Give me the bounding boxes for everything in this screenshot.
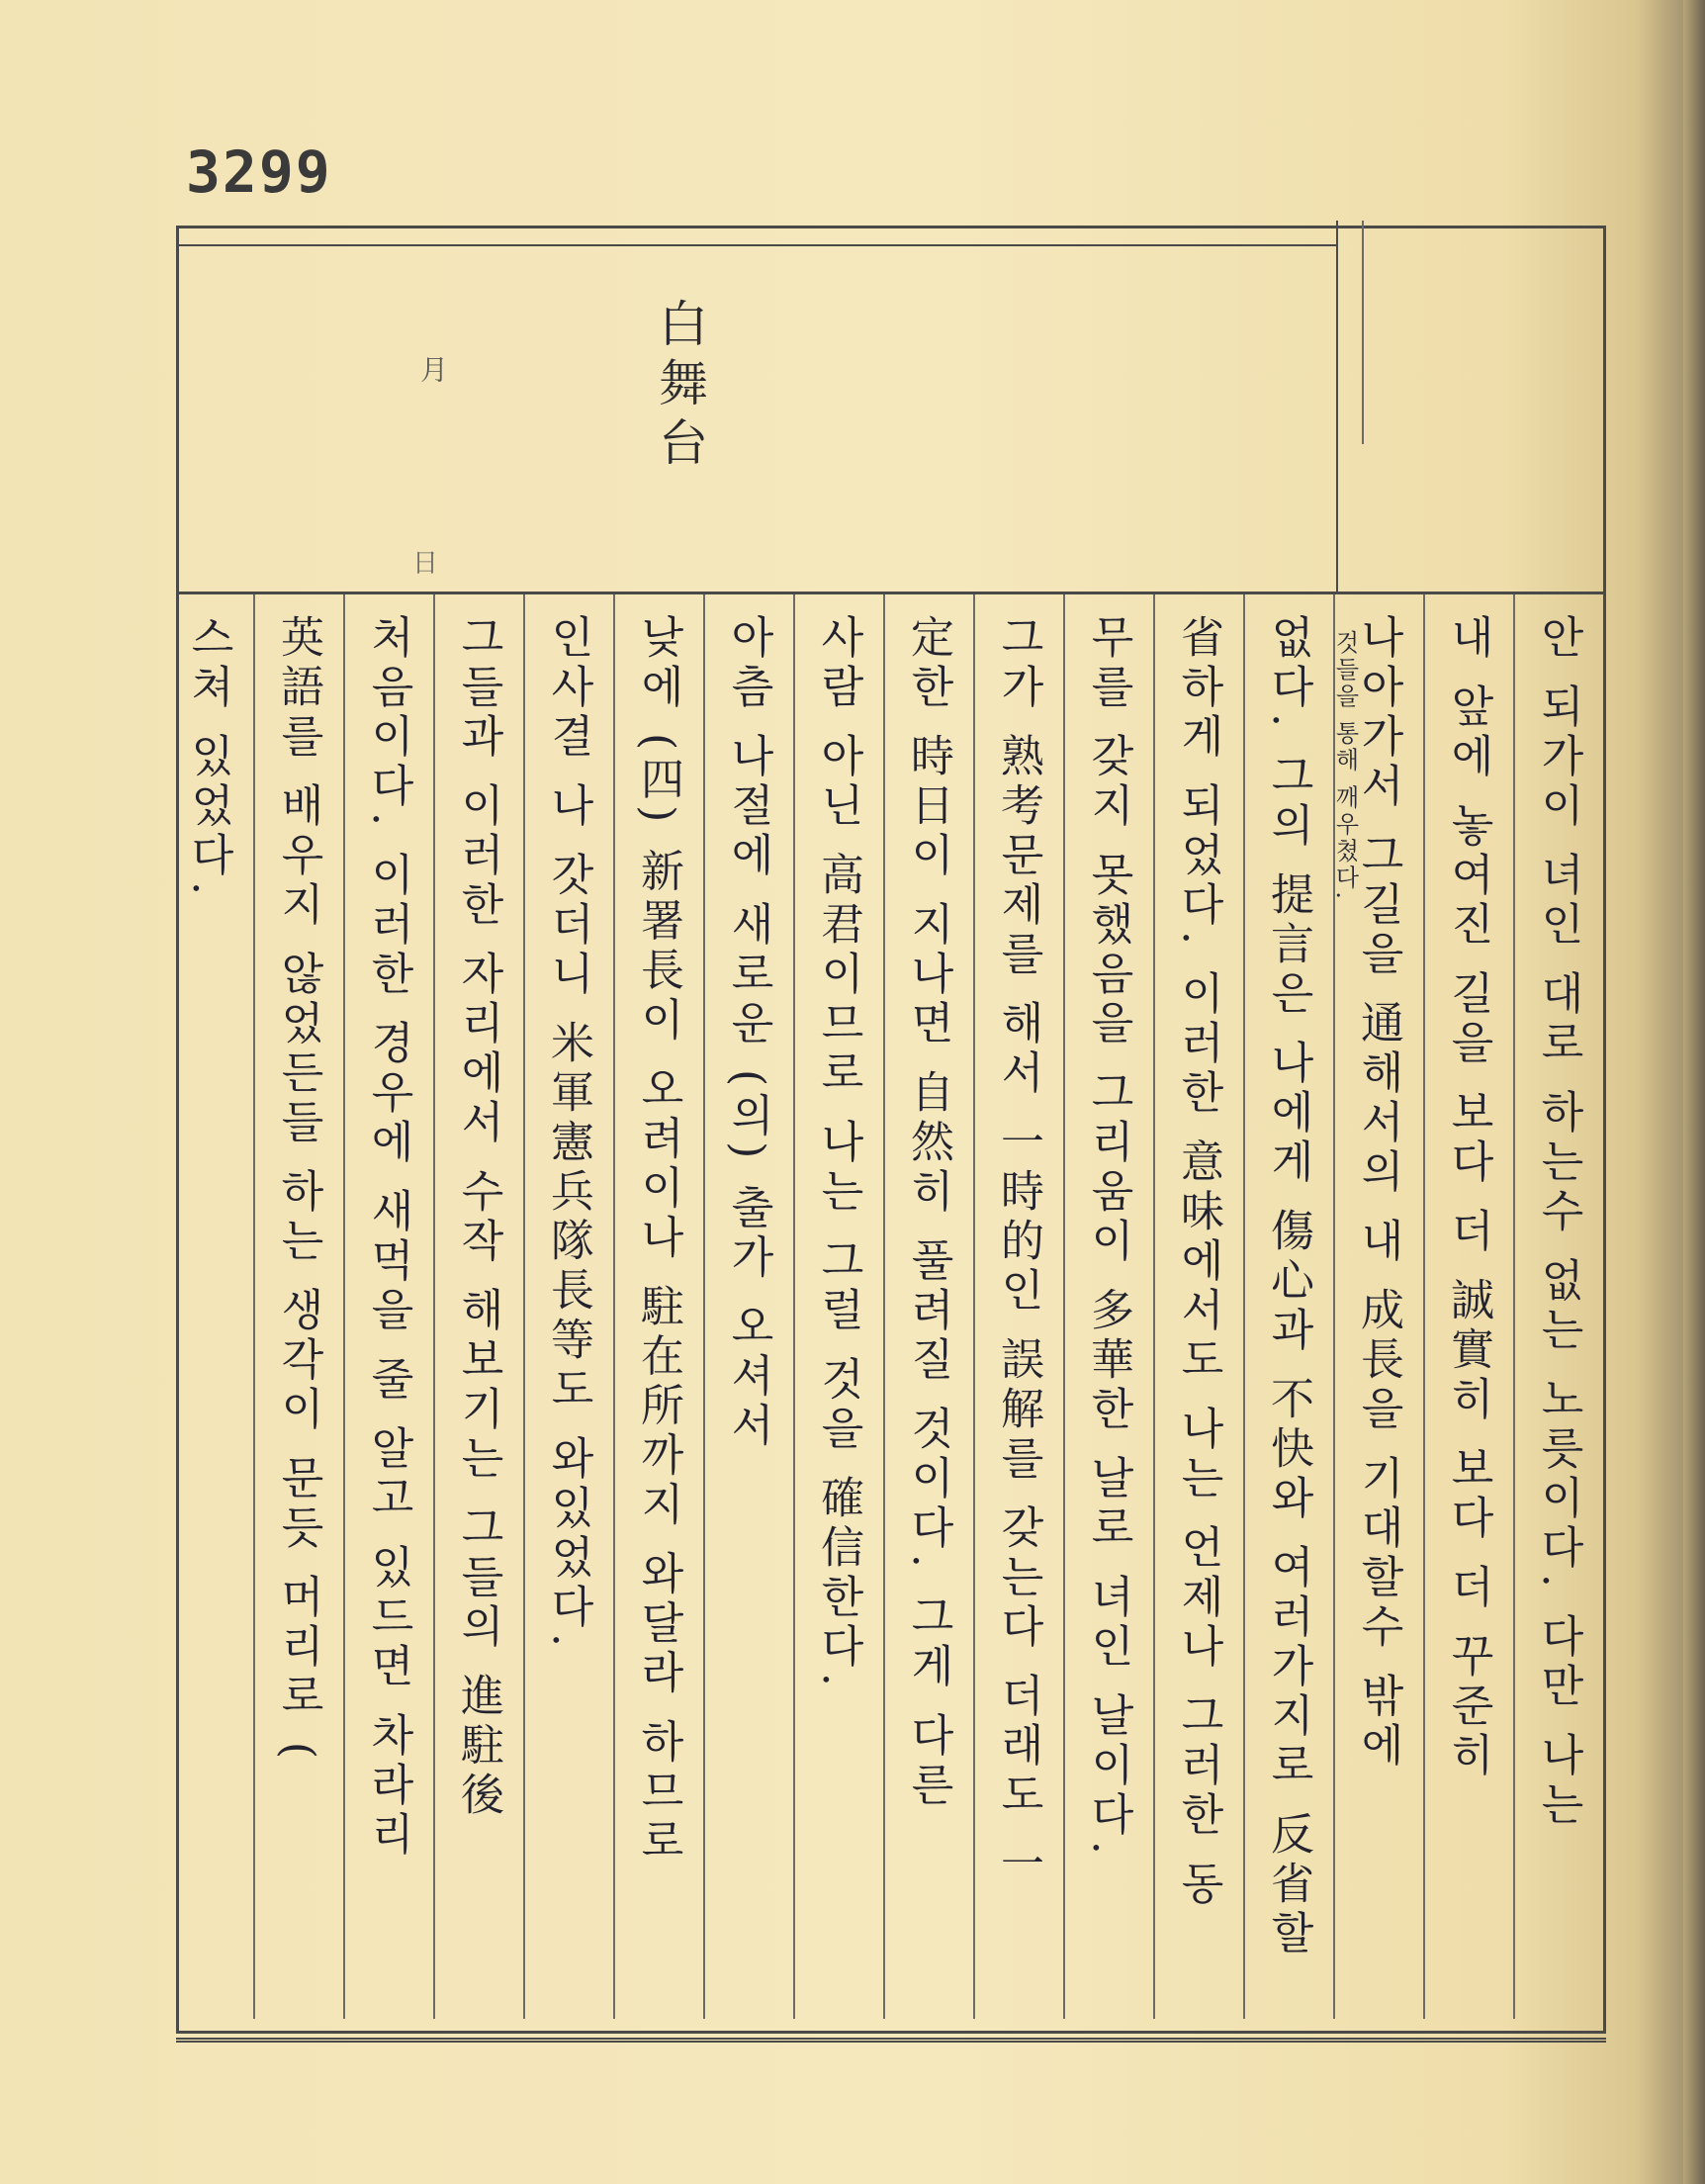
header-rule: [179, 244, 1336, 246]
text-column: 그가 熟考문제를 해서 一時的인 誤解를 갖는다 더래도 一: [973, 594, 1063, 2019]
day-label: 日: [412, 549, 439, 579]
text-column: 定한 時日이 지나면 自然히 풀려질 것이다. 그게 다른: [883, 594, 973, 2019]
text-column: 스쳐 있었다.: [183, 614, 233, 901]
text-column: 사람 아닌 高君이므로 나는 그럴 것을 確信한다.: [793, 594, 883, 2019]
text-column: 낮에 (四) 新署長이 오려이나 駐在所까지 와달라 하므로: [613, 594, 703, 2019]
text-column: 내 앞에 놓여진 길을 보다 더 誠實히 보다 더 꾸준히: [1423, 594, 1513, 2019]
month-label: 月: [416, 355, 449, 383]
margin-note: 것들을 통해 깨우쳤다.: [1331, 630, 1359, 902]
text-column: 아츰 나절에 새로운 (의) 출가 오셔서: [703, 594, 793, 2019]
text-column: 인사결 나 갓더니 米軍憲兵隊長等도 와있었다.: [523, 594, 613, 2019]
date-panel: [1336, 221, 1609, 594]
entry-title: 白舞台: [651, 298, 708, 476]
date-panel-rule: [1362, 221, 1364, 444]
page-edge: [1683, 0, 1705, 2184]
text-column: 처음이다. 이러한 경우에 새먹을 줄 알고 있드면 차라리: [343, 594, 433, 2019]
ruled-columns: [179, 594, 1603, 2019]
header-box: [179, 228, 1603, 594]
manuscript-sheet: [176, 226, 1606, 2034]
text-column: 英語를 배우지 않었든들 하는 생각이 문듯 머리로 (: [253, 594, 343, 2019]
text-column: 무를 갖지 못했음을 그리움이 多華한 날로 녀인 날이다.: [1063, 594, 1153, 2019]
text-column: 안 되가이 녀인 대로 하는수 없는 노릇이다. 다만 나는: [1513, 594, 1603, 2019]
text-column: 省하게 되었다. 이러한 意味에서도 나는 언제나 그러한 동: [1153, 594, 1243, 2019]
text-column: 없다. 그의 提言은 나에게 傷心과 不快와 여러가지로 反省할: [1243, 594, 1333, 2019]
page-number-stamp: 3299: [186, 138, 332, 206]
writing-area: [179, 594, 1603, 2019]
text-column: 나아가서 그길을 通해서의 내 成長을 기대할수 밖에: [1333, 594, 1423, 2019]
bottom-rule: [176, 2038, 1606, 2040]
text-column: 그들과 이러한 자리에서 수작 해보기는 그들의 進駐後: [433, 594, 523, 2019]
